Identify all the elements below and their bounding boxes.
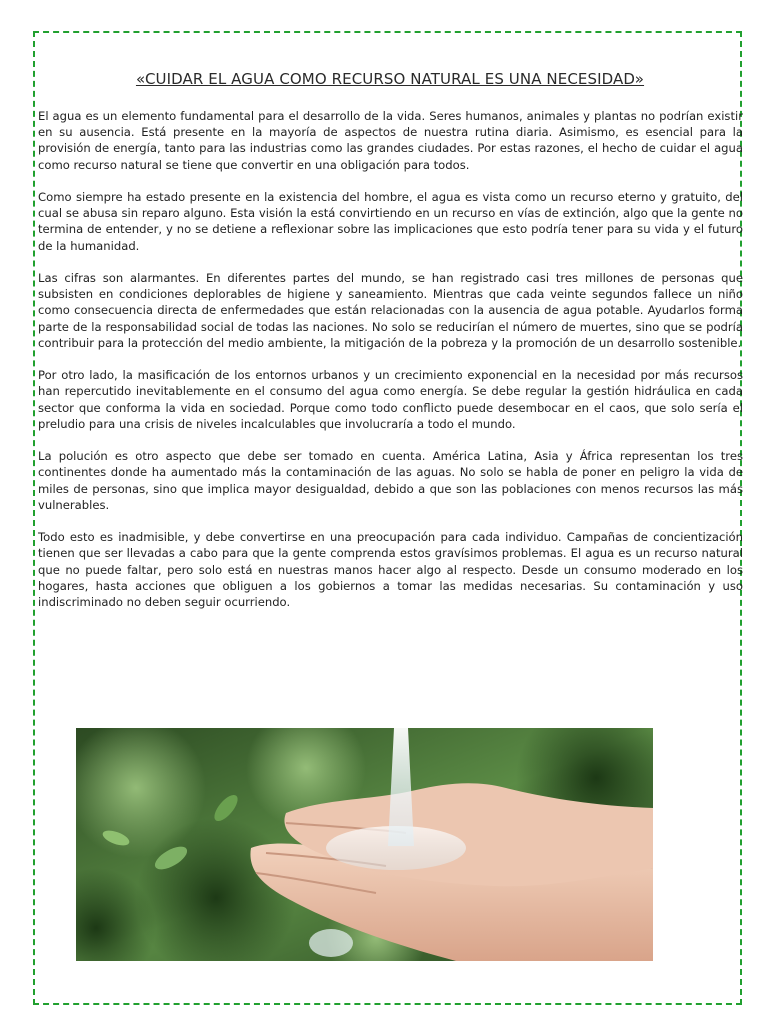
photo-illustration [76,728,653,961]
water-hands-photo [76,728,653,961]
document-body [38,108,743,626]
paragraph: Todo esto es inadmisible, y debe convertirse en una preocupación para cada individuo. Campañas de concientización tienen que ser llevadas a cabo para que la gente comprenda estos gravísimos problemas. El agua es un recurso natural que no puede faltar, pero solo está en nuestras manos hacer algo al respecto. Desde un consumo moderado en los hogares, hasta acciones que obliguen a los gobiernos a tomar las medidas necesarias. Su contaminación y uso indiscriminado no deben seguir ocurriendo. [38,530,743,610]
paragraph: Por otro lado, la masificación de los entornos urbanos y un crecimiento exponencial en la necesidad por más recursos han repercutido inevitablemente en el consumo del agua como energía. Se debe regular la gestión hidráulica en cada sector que conforma la vida en sociedad. Porque como todo conflicto puede desembocar en el caos, que solo sería el preludio para una crisis de niveles incalculables que involucraría a todo el mundo. [38,368,743,431]
paragraph: La polución es otro aspecto que debe ser tomado en cuenta. América Latina, Asia y África representan los tres continentes donde ha aumentado más la contaminación de las aguas. No solo se habla de poner en peligro la vida de miles de personas, sino que implica mayor desigualdad, debido a que son las poblaciones con menos recursos las más vulnerables. [38,449,743,512]
document-title: «CUIDAR EL AGUA COMO RECURSO NATURAL ES UNA NECESIDAD» [135,70,645,88]
paragraph: Como siempre ha estado presente en la existencia del hombre, el agua es vista como un recurso eterno y gratuito, del cual se abusa sin reparo alguno. Esta visión la está convirtiendo en un recurso en vías de extinción, algo que la gente no termina de entender, y no se detiene a reflexionar sobre las implicaciones que esto podría tener para su vida y el futuro de la humanidad. [38,190,743,253]
paragraph: El agua es un elemento fundamental para el desarrollo de la vida. Seres humanos, animales y plantas no podrían existir en su ausencia. Está presente en la mayoría de aspectos de nuestra rutina diaria. Asimismo, es esencial para la provisión de energía, tanto para las industrias como las grandes ciudades. Por estas razones, el hecho de cuidar el agua como recurso natural se tiene que convertir en una obligación para todos. [38,109,743,172]
paragraph: Las cifras son alarmantes. En diferentes partes del mundo, se han registrado casi tres millones de personas que subsisten en condiciones deplorables de higiene y saneamiento. Mientras que cada veinte segundos fallece un niño como consecuencia directa de enfermedades que están relacionadas con la ausencia de agua potable. Ayudarlos forma parte de la responsabilidad social de todas las naciones. No solo se reducirían el número de muertes, sino que se podría contribuir para la protección del medio ambiente, la mitigación de la pobreza y la promoción de un desarrollo sostenible. [38,271,743,350]
